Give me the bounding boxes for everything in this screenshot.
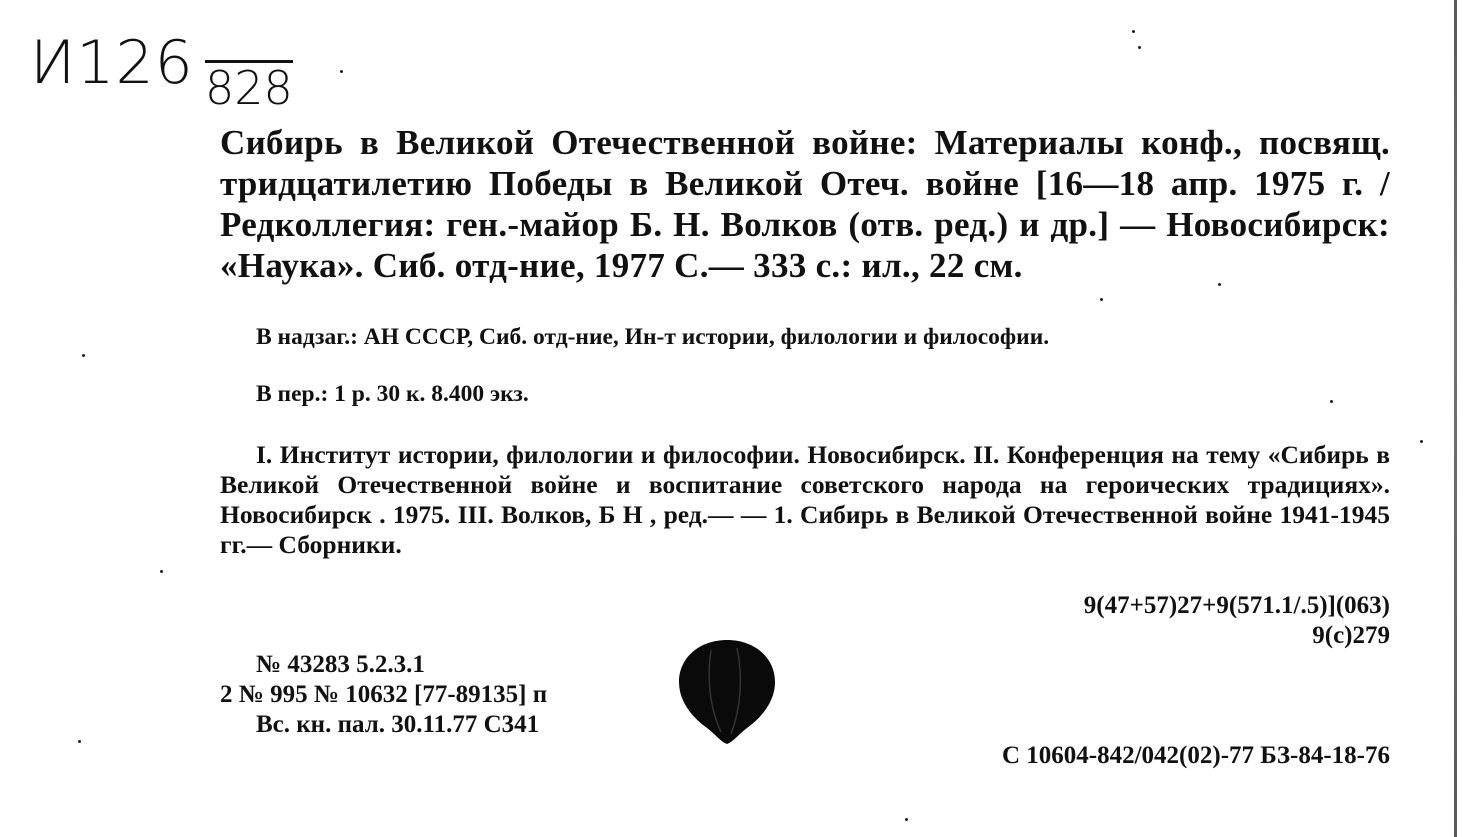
handwritten-call-number: И126 <box>30 28 194 98</box>
title-first-word: Сибирь <box>220 123 343 162</box>
handwritten-denominator: 828 <box>205 61 293 115</box>
punch-hole-blot <box>677 636 777 746</box>
tracing-entries: I. Институт истории, филологии и философии. Новосибирск. II. Конференция на тему «Сибирь в Великой Отечественной войне и воспитание советского народа на героических традициях». Новосибирск . 1975. III. Волков, Б Н , ред.— — 1. Сибирь в Великой Отечественной войне 1941-1945 гг.— Сборники. <box>220 440 1390 559</box>
admin-line-3: Вс. кн. пал. 30.11.77 С341 <box>256 711 540 738</box>
price-note: В пер.: 1 р. 30 к. 8.400 экз. <box>256 381 529 407</box>
admin-line-2: 2 № 995 № 10632 [77-89135] п <box>220 681 548 708</box>
header-note: В надзаг.: АН СССР, Сиб. отд-ние, Ин-т истории, филологии и философии. <box>256 324 1050 350</box>
admin-line-1: № 43283 5.2.3.1 <box>256 651 425 678</box>
card-edge <box>1454 0 1457 837</box>
bibliographic-description <box>220 122 1390 286</box>
classification-index: 9(47+57)27+9(571.1/.5)](063) <box>1083 592 1390 619</box>
publisher-code: С 10604-842/042(02)-77 БЗ-84-18-76 <box>1001 742 1390 769</box>
description-body: в Великой Отечественной войне: Материалы конф., посвящ. тридцатилетию Победы в Великой Отеч. войне [16—18 апр. 1975 г. / Редколлегия: ген.-майор Б. Н. Волков (отв. ред.) и др.] — Новосибирск: «Наука». Сиб. отд-ние, 1977 С.— 333 с.: ил., 22 см. <box>220 123 1390 285</box>
author-sign: 9(с)279 <box>1312 622 1390 649</box>
